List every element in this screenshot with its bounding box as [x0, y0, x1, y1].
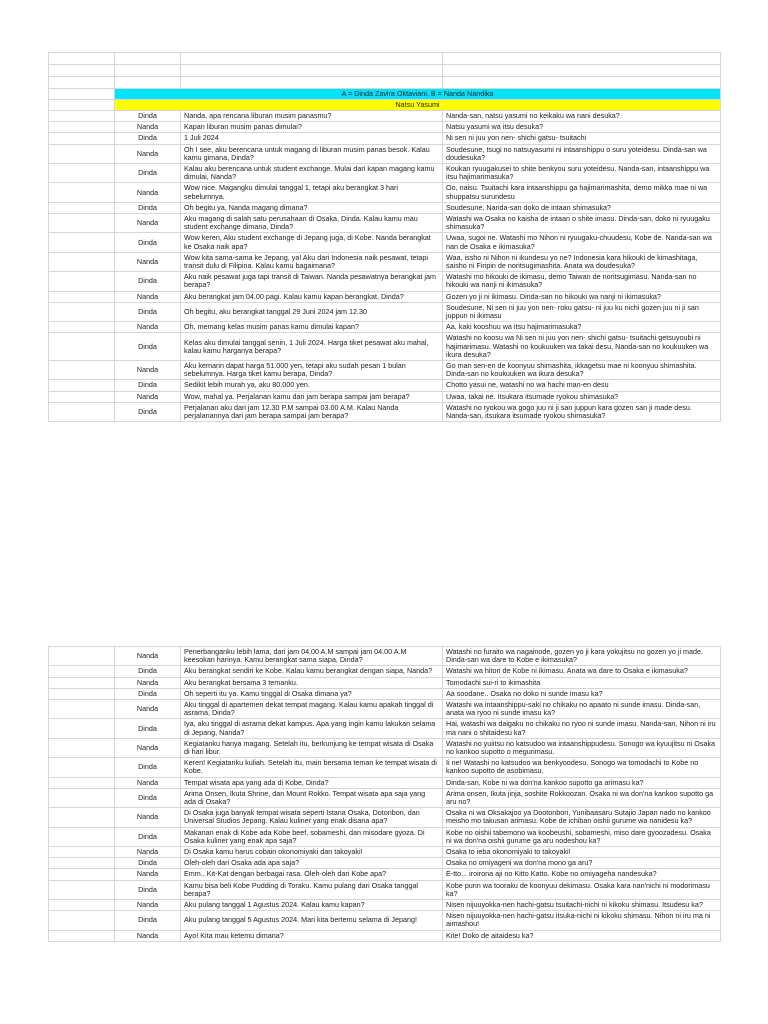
empty-cell[interactable]: [49, 322, 115, 333]
japanese-romaji-cell[interactable]: Hai, watashi wa daigaku no chikaku no ryoo ni sunde imasu. Nanda-san, Nihon ni iru ma nani o shitaidesu ka?: [443, 719, 721, 738]
speaker-cell[interactable]: Nanda: [115, 847, 181, 858]
indonesian-text-cell[interactable]: Kelas aku dimulai tanggal senin, 1 Juli 2024. Harga tiket pesawat aku mahal, kalau kamu harganya berapa?: [181, 333, 443, 361]
indonesian-text-cell[interactable]: 1 Juli 2024: [181, 133, 443, 144]
japanese-romaji-cell[interactable]: Waa, issho ni Nihon ni ikundesu yo ne? Indonesia kara hikouki de kimashitaga, saisho ni Firipin de noritsugimashita. Anata wa doudesuka?: [443, 252, 721, 271]
indonesian-text-cell[interactable]: Aku pulang tanggal 5 Agustus 2024. Mari kita bertemu selama di Jepang!: [181, 911, 443, 930]
table-row: [49, 302, 721, 321]
empty-cell[interactable]: [49, 930, 115, 941]
empty-cell[interactable]: [49, 233, 115, 252]
indonesian-text-cell[interactable]: Aku pulang tanggal 1 Agustus 2024. Kalau kamu kapan?: [181, 900, 443, 911]
indonesian-text-cell[interactable]: Makanan enak di Kobe ada Kobe beef, sobameshi, dan misodare gyoza. Di Osaka kuliner yang enak apa saja?: [181, 827, 443, 846]
japanese-romaji-cell[interactable]: Nisen nijuuyokka-nen hachi-gatsu itsuka-nichi ni kikoku shimasu. Nihon ni iru ma ni aimashou!: [443, 911, 721, 930]
indonesian-text-cell[interactable]: Kamu bisa beli Kobe Pudding di Toraku. Kamu pulang dari Osaka tanggal berapa?: [181, 880, 443, 899]
indonesian-text-cell[interactable]: Aku berangkat sendiri ke Kobe. Kalau kamu berangkat dengan siapa, Nanda?: [181, 666, 443, 677]
subtitle-row: [49, 100, 721, 111]
table-row: [49, 719, 721, 738]
table-row: [49, 133, 721, 144]
empty-cell[interactable]: [49, 202, 115, 213]
empty-cell[interactable]: [49, 647, 115, 666]
empty-cell[interactable]: [49, 666, 115, 677]
japanese-romaji-cell[interactable]: Dinda-san, Kobe ni wa don'na kankoo supotto ga arimasu ka?: [443, 777, 721, 788]
table-row: [49, 827, 721, 846]
empty-cell[interactable]: [49, 900, 115, 911]
japanese-romaji-cell[interactable]: Watashi mo hikouki de ikimasu, demo Taiwan de noritsugimasu. Nanda-san no hikouki wa nanji ni ikimasuka?: [443, 272, 721, 291]
speaker-cell[interactable]: Dinda: [115, 202, 181, 213]
indonesian-text-cell[interactable]: Keren! Kegiatanku kuliah. Setelah itu, main bersama teman ke tempat wisata di Kobe.: [181, 758, 443, 777]
empty-cell[interactable]: [49, 869, 115, 880]
table-row: [49, 738, 721, 757]
speaker-cell[interactable]: Dinda: [115, 302, 181, 321]
japanese-romaji-cell[interactable]: Watashi no koosu wa Ni sen ni juu yon nen- shichi gatsu- tsuitachi getsuyoubi ni hajimarimasu. Watashi no koukuuken wa takai desu, Nanda-san no koukuuken wa ikura desuka?: [443, 333, 721, 361]
blank-row: [49, 65, 721, 77]
indonesian-text-cell[interactable]: Kegiatanku hanya magang. Setelah itu, berkunjung ke tempat wisata di Osaka di hari libur.: [181, 738, 443, 757]
empty-cell[interactable]: [49, 214, 115, 233]
speaker-cell[interactable]: Nanda: [115, 122, 181, 133]
empty-cell[interactable]: [49, 252, 115, 271]
empty-cell[interactable]: [49, 788, 115, 807]
indonesian-text-cell[interactable]: Wow, mahal ya. Perjalanan kamu dari jam berapa sampai jam berapa?: [181, 391, 443, 402]
table-row: [49, 402, 721, 421]
indonesian-text-cell[interactable]: Oh begitu ya, Nanda magang dimana?: [181, 202, 443, 213]
japanese-romaji-cell[interactable]: Soudesune, tsugi no natsuyasumi ni intaanshippu o suru yoteidesu. Dinda-san wa doudesuka?: [443, 144, 721, 163]
table-row: [49, 777, 721, 788]
speaker-cell[interactable]: Nanda: [115, 322, 181, 333]
table-row: [49, 214, 721, 233]
speaker-cell[interactable]: Nanda: [115, 647, 181, 666]
sheet-title[interactable]: A = Dinda Zavira Oktaviani, B = Nanda Nandika: [115, 89, 721, 100]
table-row: [49, 252, 721, 271]
dialogue-sheet-top: [48, 52, 721, 422]
table-row: [49, 666, 721, 677]
empty-cell[interactable]: [49, 847, 115, 858]
speaker-cell[interactable]: Dinda: [115, 758, 181, 777]
table-row: [49, 272, 721, 291]
japanese-romaji-cell[interactable]: Ii ne! Watashi no katsudoo wa benkyoodesu. Sonogo wa tomodachi to Kobe no kankoo supotto de asobimasu.: [443, 758, 721, 777]
japanese-romaji-cell[interactable]: Ni sen ni juu yon nen- shichi gatsu- tsuitachi: [443, 133, 721, 144]
empty-cell[interactable]: [49, 827, 115, 846]
speaker-cell[interactable]: Nanda: [115, 930, 181, 941]
indonesian-text-cell[interactable]: Oh I see, aku berencana untuk magang di liburan musim panas besok. Kalau kamu gimana, Dinda?: [181, 144, 443, 163]
table-row: [49, 858, 721, 869]
blank-row: [49, 53, 721, 65]
indonesian-text-cell[interactable]: Aku tinggal di apartemen dekat tempat magang. Kalau kamu apakah tinggal di asrama, Dinda?: [181, 700, 443, 719]
speaker-cell[interactable]: Nanda: [115, 869, 181, 880]
japanese-romaji-cell[interactable]: Chotto yasui ne, watashi no wa hachi man-en desu: [443, 380, 721, 391]
indonesian-text-cell[interactable]: Tempat wisata apa yang ada di Kobe, Dinda?: [181, 777, 443, 788]
table-row: [49, 322, 721, 333]
table-row: [49, 144, 721, 163]
speaker-cell[interactable]: Dinda: [115, 858, 181, 869]
speaker-cell[interactable]: Dinda: [115, 402, 181, 421]
empty-cell[interactable]: [49, 738, 115, 757]
japanese-romaji-cell[interactable]: Kite! Doko de aitaidesu ka?: [443, 930, 721, 941]
blank-row: [49, 77, 721, 89]
empty-cell[interactable]: [49, 272, 115, 291]
table-row: [49, 291, 721, 302]
table-row: [49, 688, 721, 699]
table-row: [49, 391, 721, 402]
speaker-cell[interactable]: Nanda: [115, 291, 181, 302]
table-row: [49, 361, 721, 380]
speaker-cell[interactable]: Dinda: [115, 666, 181, 677]
japanese-romaji-cell[interactable]: E-tto... iroirona aji no Kitto Katto. Kobe no omiyageha nandesuka?: [443, 869, 721, 880]
table-row: [49, 647, 721, 666]
indonesian-text-cell[interactable]: Nanda, apa rencana liburan musim panasmu?: [181, 111, 443, 122]
speaker-cell[interactable]: Nanda: [115, 677, 181, 688]
japanese-romaji-cell[interactable]: Watashi wa hitori de Kobe ni ikimasu. Anata wa dare to Osaka e ikimasuka?: [443, 666, 721, 677]
japanese-romaji-cell[interactable]: Oo, naisu. Tsuitachi kara intaanshippu ga hajimarimashita, demo mikka mae ni wa shuppatsu surundesu: [443, 183, 721, 202]
table-row: [49, 758, 721, 777]
speaker-cell[interactable]: Dinda: [115, 133, 181, 144]
empty-cell[interactable]: [49, 402, 115, 421]
speaker-cell[interactable]: Dinda: [115, 272, 181, 291]
empty-cell[interactable]: [49, 688, 115, 699]
table-row: [49, 233, 721, 252]
speaker-cell[interactable]: Dinda: [115, 827, 181, 846]
indonesian-text-cell[interactable]: Emm.. Kit-Kat dengan berbagai rasa. Oleh-oleh dari Kobe apa?: [181, 869, 443, 880]
table-row: [49, 880, 721, 899]
empty-cell[interactable]: [49, 719, 115, 738]
speaker-cell[interactable]: Nanda: [115, 144, 181, 163]
speaker-cell[interactable]: Nanda: [115, 252, 181, 271]
indonesian-text-cell[interactable]: Wow nice. Magangku dimulai tanggal 1, tetapi aku berangkat 3 hari sebelumnya.: [181, 183, 443, 202]
indonesian-text-cell[interactable]: Aku magang di salah satu perusahaan di Osaka, Dinda. Kalau kamu mau student exchange dimana, Dinda?: [181, 214, 443, 233]
table-row: [49, 164, 721, 183]
table-row: [49, 788, 721, 807]
japanese-romaji-cell[interactable]: Natsu yasumi wa itsu desuka?: [443, 122, 721, 133]
japanese-romaji-cell[interactable]: Koukan ryuugakusei to shite benkyou suru yoteidesu. Nanda-san, intaanshippu wa itsu hajimarimasuka?: [443, 164, 721, 183]
japanese-romaji-cell[interactable]: Uwaa, takai ne. Itsukara itsumade ryokou shimasuka?: [443, 391, 721, 402]
japanese-romaji-cell[interactable]: Go man sen-en de koonyuu shimashita, ikkagetsu mae ni koonyuu shimashita. Dinda-san no koukuuken wa ikura desuka?: [443, 361, 721, 380]
empty-cell[interactable]: [49, 700, 115, 719]
speaker-cell[interactable]: Dinda: [115, 911, 181, 930]
empty-cell[interactable]: [49, 111, 115, 122]
empty-cell[interactable]: [49, 333, 115, 361]
indonesian-text-cell[interactable]: Ayo! Kita mau ketemu dimana?: [181, 930, 443, 941]
table-row: [49, 183, 721, 202]
indonesian-text-cell[interactable]: Oh, memang kelas musim panas kamu dimulai kapan?: [181, 322, 443, 333]
japanese-romaji-cell[interactable]: Osaka to ieba okonomiyaki to takoyaki!: [443, 847, 721, 858]
indonesian-text-cell[interactable]: Aku kemarin dapat harga 51.000 yen, tetapi aku sudah pesan 1 bulan sebelumnya. Harga tiket kamu berapa, Dinda?: [181, 361, 443, 380]
indonesian-text-cell[interactable]: Kapan liburan musim panas dimulai?: [181, 122, 443, 133]
speaker-cell[interactable]: Dinda: [115, 880, 181, 899]
table-row: [49, 900, 721, 911]
indonesian-text-cell[interactable]: Aku naik pesawat juga tapi transit di Taiwan. Nanda pesawatnya berangkat jam berapa?: [181, 272, 443, 291]
empty-cell[interactable]: [49, 361, 115, 380]
japanese-romaji-cell[interactable]: Osaka ni wa Oksakajoo ya Dootonbori, Yunibaasaru Sutajio Japan nado no kankoo meisho mo takusan arimasu. Kobe de ichiban oishii gurume wa nanidesu ka?: [443, 808, 721, 827]
empty-cell[interactable]: [49, 758, 115, 777]
speaker-cell[interactable]: Dinda: [115, 333, 181, 361]
indonesian-text-cell[interactable]: Aku berangkat jam 04.00 pagi. Kalau kamu kapan berangkat, Dinda?: [181, 291, 443, 302]
speaker-cell[interactable]: Dinda: [115, 164, 181, 183]
table-row: [49, 700, 721, 719]
speaker-cell[interactable]: Dinda: [115, 688, 181, 699]
empty-cell[interactable]: [49, 291, 115, 302]
japanese-romaji-cell[interactable]: Osaka no omiyageni wa don'na mono ga aru?: [443, 858, 721, 869]
empty-cell[interactable]: [49, 677, 115, 688]
table-row: [49, 111, 721, 122]
indonesian-text-cell[interactable]: Di Osaka kamu harus cobain okonomiyaki dan takoyaki!: [181, 847, 443, 858]
indonesian-text-cell[interactable]: Perjalanan aku dari jam 12.30 P.M sampai 03.00 A.M. Kalau Nanda perjalanannya dari jam berapa sampai jam berapa?: [181, 402, 443, 421]
empty-cell[interactable]: [49, 391, 115, 402]
speaker-cell[interactable]: Nanda: [115, 738, 181, 757]
sheet-subtitle[interactable]: Natsu Yasumi: [115, 100, 721, 111]
indonesian-text-cell[interactable]: Sedikit lebih murah ya, aku 80.000 yen.: [181, 380, 443, 391]
indonesian-text-cell[interactable]: Oh seperti itu ya. Kamu tinggal di Osaka dimana ya?: [181, 688, 443, 699]
empty-cell[interactable]: [49, 164, 115, 183]
japanese-romaji-cell[interactable]: Watashi wa Osaka no kaisha de intaan o shite imasu. Dinda-san, doko ni ryuugaku shimasuka?: [443, 214, 721, 233]
japanese-romaji-cell[interactable]: Kobe purin wa tooraku de koonyuu dekimasu. Osaka kara nan'nichi ni modorimasu ka?: [443, 880, 721, 899]
empty-cell[interactable]: [49, 122, 115, 133]
speaker-cell[interactable]: Dinda: [115, 111, 181, 122]
indonesian-text-cell[interactable]: Oh begitu, aku berangkat tanggal 29 Juni 2024 jam 12.30: [181, 302, 443, 321]
empty-cell[interactable]: [49, 808, 115, 827]
indonesian-text-cell[interactable]: Wow kita sama-sama ke Jepang, ya! Aku dari Indonesia naik pesawat, tetapi transit dulu di Filipina. Kalau kamu bagaimana?: [181, 252, 443, 271]
japanese-romaji-cell[interactable]: Tomodachi sui-ri to ikimashita: [443, 677, 721, 688]
table-row: [49, 847, 721, 858]
japanese-romaji-cell[interactable]: Aa soodane.. Osaka no doko ni sunde imasu ka?: [443, 688, 721, 699]
table-row: [49, 380, 721, 391]
japanese-romaji-cell[interactable]: Nisen nijuuyokka-nen hachi-gatsu tsuitachi-nichi ni kikoku shimasu. Itsudesu ka?: [443, 900, 721, 911]
empty-cell[interactable]: [49, 302, 115, 321]
indonesian-text-cell[interactable]: Iya, aku tinggal di asrama dekat kampus. Apa yang ingin kamu lakukan selama di Jepang, Nanda?: [181, 719, 443, 738]
japanese-romaji-cell[interactable]: Soudesune, Nanda-san doko de intaan shimasuka?: [443, 202, 721, 213]
table-row: [49, 911, 721, 930]
japanese-romaji-cell[interactable]: Watashi no yuiitsu no katsudoo wa intaanshippudesu. Sonogo wa kyuujitsu ni Osaka no kankoo supotto o megurimasu.: [443, 738, 721, 757]
table-row: [49, 333, 721, 361]
japanese-romaji-cell[interactable]: Gozen yo ji ni ikimasu. Dinda-san no hikouki wa nanji ni ikimasuka?: [443, 291, 721, 302]
speaker-cell[interactable]: Nanda: [115, 214, 181, 233]
empty-cell[interactable]: [49, 380, 115, 391]
empty-cell[interactable]: [49, 183, 115, 202]
japanese-romaji-cell[interactable]: Watashi no ryokou wa gogo juu ni ji san juppun kara gozen san ji made desu. Nanda-san, itsukara itsumade ryokou shimasuka?: [443, 402, 721, 421]
speaker-cell[interactable]: Dinda: [115, 380, 181, 391]
speaker-cell[interactable]: Dinda: [115, 233, 181, 252]
speaker-cell[interactable]: Nanda: [115, 808, 181, 827]
empty-cell[interactable]: [49, 777, 115, 788]
speaker-cell[interactable]: Nanda: [115, 361, 181, 380]
speaker-cell[interactable]: Nanda: [115, 391, 181, 402]
indonesian-text-cell[interactable]: Penerbanganku lebih lama, dari jam 04.00 A.M sampai jam 04.00 A.M keesokan harinya. Kamu berangkat sama siapa, Dinda?: [181, 647, 443, 666]
dialogue-sheet-bottom: [48, 646, 721, 942]
empty-cell[interactable]: [49, 880, 115, 899]
title-row: [49, 89, 721, 100]
speaker-cell[interactable]: Nanda: [115, 183, 181, 202]
indonesian-text-cell[interactable]: Oleh-oleh dari Osaka ada apa saja?: [181, 858, 443, 869]
table-row: [49, 122, 721, 133]
table-row: [49, 808, 721, 827]
empty-cell[interactable]: [49, 144, 115, 163]
speaker-cell[interactable]: Nanda: [115, 777, 181, 788]
speaker-cell[interactable]: Nanda: [115, 700, 181, 719]
speaker-cell[interactable]: Nanda: [115, 900, 181, 911]
table-row: [49, 930, 721, 941]
japanese-romaji-cell[interactable]: Watashi wa intaanshippu-saki no chikaku no apaato ni sunde imasu. Dinda-san, anata wa ryoo ni sunde imasu ka?: [443, 700, 721, 719]
table-row: [49, 677, 721, 688]
table-row: [49, 869, 721, 880]
japanese-romaji-cell[interactable]: Arima onsen, Ikuta jinja, soshite Rokkoozan. Osaka ni wa don'na kankoo supotto ga aru no?: [443, 788, 721, 807]
speaker-cell[interactable]: Dinda: [115, 788, 181, 807]
japanese-romaji-cell[interactable]: Nanda-san, natsu yasumi no keikaku wa nani desuka?: [443, 111, 721, 122]
empty-cell[interactable]: [49, 911, 115, 930]
japanese-romaji-cell[interactable]: Kobe no oishii tabemono wa koobeushi, sobameshi, miso dare gyoozadesu. Osaka ni wa don'na oishii gurume ga aru nodeshou ka?: [443, 827, 721, 846]
table-row: [49, 202, 721, 213]
japanese-romaji-cell[interactable]: Watashi no furaito wa nagainode, gozen yo ji kara yokujitsu no gozen yo ji made. Dinda-san wa dare to Kobe e ikimasuka?: [443, 647, 721, 666]
japanese-romaji-cell[interactable]: Aa, kaki kooshuu wa itsu hajimarimasuka?: [443, 322, 721, 333]
speaker-cell[interactable]: Dinda: [115, 719, 181, 738]
indonesian-text-cell[interactable]: Aku berangkat bersama 3 temanku.: [181, 677, 443, 688]
empty-cell[interactable]: [49, 858, 115, 869]
indonesian-text-cell[interactable]: Wow keren, Aku student exchange di Jepang juga, di Kobe. Nanda berangkat ke Osaka naik apa?: [181, 233, 443, 252]
empty-cell[interactable]: [49, 133, 115, 144]
japanese-romaji-cell[interactable]: Uwaa, sugoi ne. Watashi mo Nihon ni ryuugaku-chuudesu, Kobe de. Nanda-san wa nan de Osaka e ikimasuka?: [443, 233, 721, 252]
indonesian-text-cell[interactable]: Kalau aku berencana untuk student exchange. Mulai dari kapan magang kamu dimulai, Nanda?: [181, 164, 443, 183]
japanese-romaji-cell[interactable]: Soudesune, Ni sen ni juu yon nen- roku gatsu- ni juu ku nichi gozen juu ni ji san juppun ni ikimasu: [443, 302, 721, 321]
indonesian-text-cell[interactable]: Arima Onsen, Ikuta Shrine, dan Mount Rokko. Tempat wisata apa saja yang ada di Osaka?: [181, 788, 443, 807]
indonesian-text-cell[interactable]: Di Osaka juga banyak tempat wisata seperti Istana Osaka, Dotonbori, dan Universal Studios Jepang. Kalau kuliner yang enak disana apa?: [181, 808, 443, 827]
